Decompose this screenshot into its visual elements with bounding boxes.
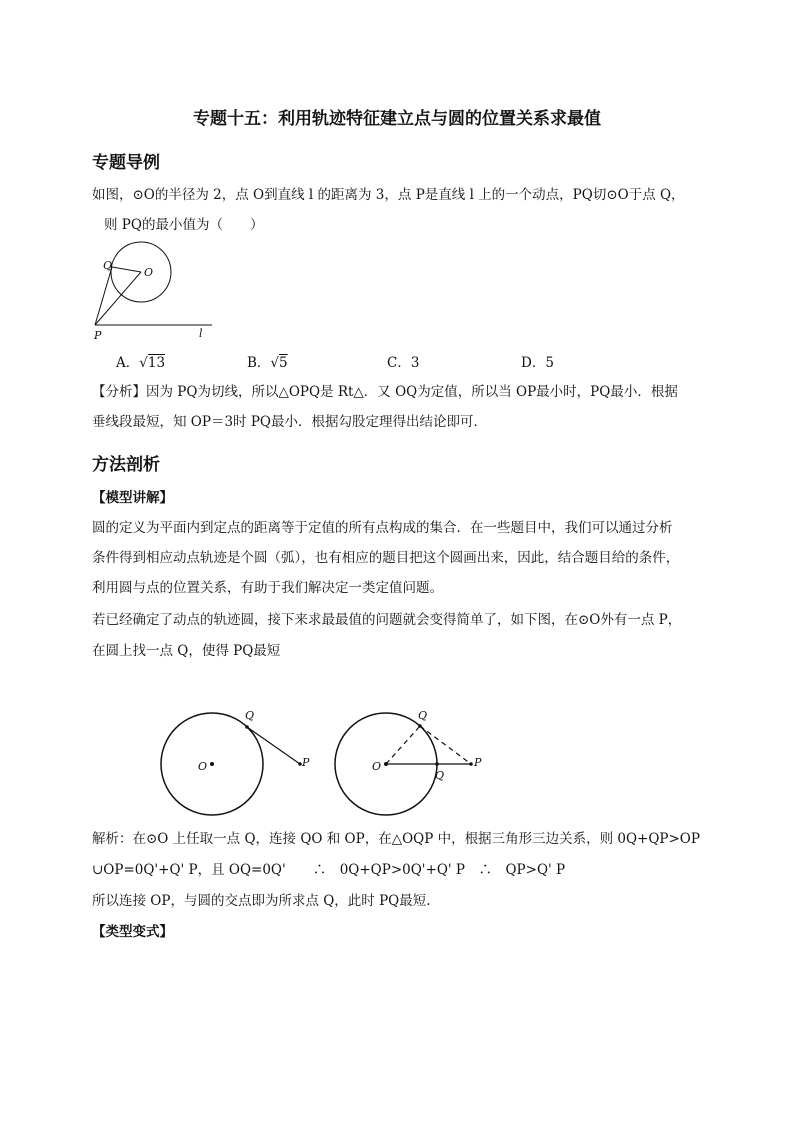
- solution-line2: ∪OP=0Q'+Q' P，且 OQ=0Q' ∴ 0Q+QP>0Q'+Q' P ∴ QP>Q' P: [92, 862, 566, 878]
- option-b-radicand: 5: [279, 355, 288, 371]
- page-title: 专题十五：利用轨迹特征建立点与圆的位置关系求最值: [193, 109, 601, 129]
- fig3-label-o: O: [372, 760, 382, 773]
- option-a: [116, 351, 165, 371]
- label-p: P: [94, 329, 102, 342]
- subheading-variants: 【类型变式】: [92, 924, 173, 940]
- problem-text-line1: 如图，⊙O的半径为 2，点 O到直线 l 的距离为 3，点 P是直线 l 上的一个动点，PQ切⊙O于点 Q，: [92, 187, 685, 203]
- fig3-label-q-mid: Q: [435, 769, 445, 782]
- sqrt-sign-icon: √: [270, 355, 280, 371]
- center-dot-left: [210, 762, 214, 766]
- option-d-value: 5: [545, 355, 554, 371]
- para1-line1: 圆的定义为平面内到定点的距离等于定值的所有点构成的集合．在一些题目中，我们可以通过分析: [92, 520, 673, 536]
- option-b-letter: B．: [247, 355, 271, 371]
- option-c-letter: C．: [387, 355, 411, 371]
- segment-po: [95, 272, 141, 325]
- option-d: [521, 351, 554, 371]
- point-q-top: [418, 724, 422, 728]
- label-o: O: [144, 266, 154, 279]
- figure-shortest-segment: [161, 709, 310, 815]
- point-q-left: [245, 725, 249, 729]
- para1-line3: 利用圆与点的位置关系，有助于我们解决定一类定值问题。: [92, 580, 443, 596]
- option-a-letter: A．: [116, 355, 140, 371]
- section-heading-method: 方法剖析: [92, 455, 160, 475]
- model-figures: [150, 700, 680, 825]
- segment-pq: [95, 267, 112, 325]
- option-b: [247, 351, 288, 371]
- problem-text-line2: 则 PQ的最小值为（ ）: [104, 217, 264, 233]
- solution-line3: 所以连接 OP，与圆的交点即为所求点 Q，此时 PQ最短.: [92, 893, 431, 909]
- para2-line1: 若已经确定了动点的轨迹圆，接下来求最最值的问题就会变得简单了，如下图，在⊙O外有一点 P，: [92, 612, 682, 628]
- analysis-line1: 【分析】因为 PQ为切线，所以△OPQ是 Rt△．又 OQ为定值，所以当 OP最小时，PQ最小．根据: [92, 384, 678, 400]
- label-l: l: [199, 327, 203, 340]
- para1-line2: 条件得到相应动点轨迹是个圆（弧），也有相应的题目把这个圆画出来，因此，结合题目给的条件，: [92, 550, 680, 566]
- option-c-value: 3: [410, 355, 420, 371]
- option-a-radicand: 13: [147, 355, 166, 371]
- fig3-label-p: P: [474, 756, 482, 769]
- option-d-letter: D．: [521, 355, 546, 371]
- segment-qo: [112, 267, 141, 272]
- sqrt-sign-icon: √: [139, 355, 148, 371]
- point-p-right: [469, 762, 473, 766]
- tangent-figure: [92, 240, 222, 344]
- segment-qp-dashed: [420, 726, 471, 764]
- segment-qp-left: [247, 727, 300, 764]
- section-heading-intro: 专题导例: [92, 153, 160, 173]
- label-q: Q: [103, 259, 113, 272]
- segment-oq-dashed: [386, 726, 420, 764]
- solution-line1: 解析：在⊙O 上任取一点 Q，连接 QO 和 OP，在△OQP 中，根据三角形三边关系，则 0Q+QP>OP: [92, 831, 700, 847]
- subheading-model: 【模型讲解】: [92, 490, 173, 506]
- fig2-label-q: Q: [245, 709, 255, 722]
- analysis-line2: 垂线段最短，知 OP＝3时 PQ最小．根据勾股定理得出结论即可．: [92, 414, 487, 430]
- option-c: [387, 351, 419, 371]
- fig3-label-q-top: Q: [418, 709, 428, 722]
- figure-triangle-comparison: [335, 709, 482, 815]
- fig2-label-p: P: [302, 756, 310, 769]
- para2-line2: 在圆上找一点 Q，使得 PQ最短: [92, 643, 281, 659]
- point-q-on-op: [435, 762, 439, 766]
- fig2-label-o: O: [198, 760, 208, 773]
